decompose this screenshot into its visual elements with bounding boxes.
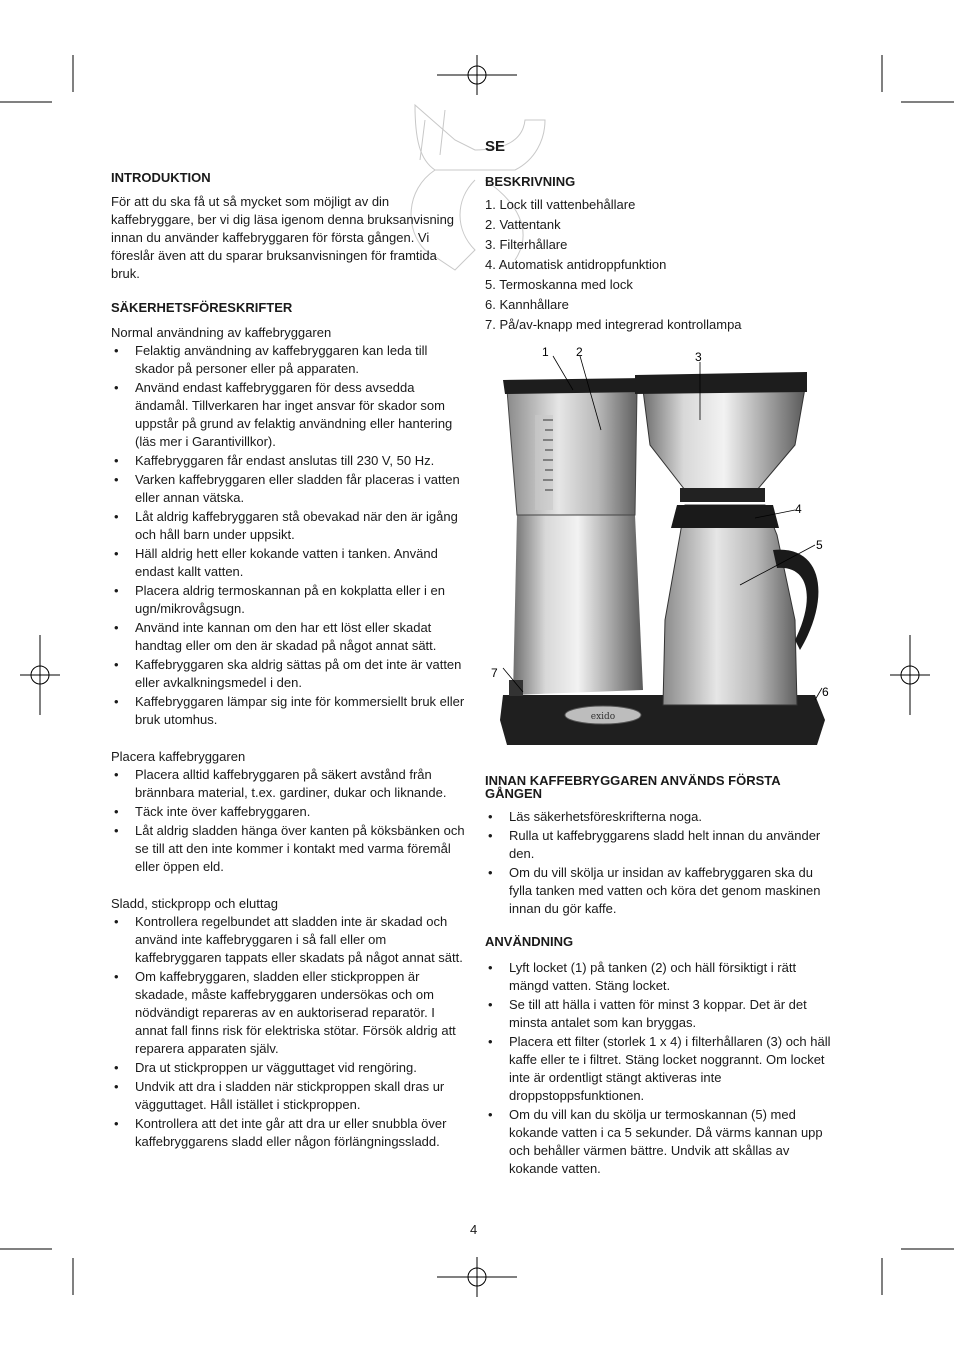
list-item: • Lyft locket (1) på tanken (2) och häll försiktigt i rätt mängd vatten. Stäng locket.	[485, 959, 837, 995]
list-item: • Kontrollera regelbundet att sladden inte är skadad och använd inte kaffebryggaren i så fall eller om kaffebryggaren tappats eller skadats på något annat sätt.	[111, 913, 469, 967]
list-item: 1. Lock till vattenbehållare	[485, 197, 636, 212]
list-item: 4. Automatisk antidroppfunktion	[485, 257, 667, 272]
placement-subheading: Placera kaffebryggaren	[111, 749, 246, 764]
coffee-maker-illustration	[491, 345, 835, 760]
safety-heading: SÄKERHETSFÖRESKRIFTER	[111, 300, 293, 315]
list-item: • Kaffebryggaren får endast anslutas till 230 V, 50 Hz.	[111, 452, 469, 470]
list-item: 2. Vattentank	[485, 217, 561, 232]
first-use-heading: INNAN KAFFEBRYGGAREN ANVÄNDS FÖRSTA GÅNGEN	[485, 773, 781, 801]
callout-4: 4	[795, 502, 802, 516]
list-item: • Varken kaffebryggaren eller sladden får placeras i vatten eller annan vätska.	[111, 471, 469, 507]
list-item: • Täck inte över kaffebryggaren.	[111, 803, 469, 821]
filter-lid	[635, 372, 807, 394]
callout-5: 5	[816, 538, 823, 552]
callout-7: 7	[491, 666, 498, 680]
list-item: • Placera aldrig termoskannan på en kokplatta eller i en ugn/mikrovågsugn.	[111, 582, 469, 618]
callout-6: 6	[822, 685, 829, 699]
intro-text: För att du ska få ut så mycket som möjligt av din kaffebryggare, ber vi dig läsa igenom denna bruksanvisning innan du använder kaffebryggaren för första gången. Vi föreslår även att du sparar bruksanvisningen för framtida bruk.	[111, 194, 455, 281]
left-column	[111, 170, 469, 1152]
list-item: • Undvik att dra i sladden när stickproppen skall dras ur vägguttaget. Håll istället i stickproppen.	[111, 1078, 469, 1114]
water-tank	[507, 390, 637, 515]
water-lid	[503, 378, 647, 394]
usage-list	[485, 959, 837, 1178]
parts-list	[485, 196, 837, 334]
list-item: • Använd endast kaffebryggaren för dess avsedda ändamål. Tillverkaren har inget ansvar för skador som uppstår på grund av felaktig användning eller hantering (läs mer i Garantivillkor).	[111, 379, 469, 451]
drip-stop	[680, 488, 765, 502]
list-item: • Om du vill skölja ur insidan av kaffebryggaren ska du fylla tanken med vatten och köra det genom maskinen innan du gör kaffe.	[485, 864, 837, 918]
list-item: • Kontrollera att det inte går att dra ur eller snubbla över kaffebryggarens sladd eller någon förlängningssladd.	[111, 1115, 469, 1151]
list-item: • Kaffebryggaren lämpar sig inte för kommersiellt bruk eller bruk utomhus.	[111, 693, 469, 729]
list-item: • Läs säkerhetsföreskrifterna noga.	[485, 808, 837, 826]
list-item: 7. På/av-knapp med integrerad kontrollampa	[485, 317, 742, 332]
cord-list	[111, 913, 469, 1151]
placement-list	[111, 766, 469, 876]
list-item: • Använd inte kannan om den har ett löst eller skadat handtag eller om den är skadad på något annat sätt.	[111, 619, 469, 655]
list-item: • Placera alltid kaffebryggaren på säkert avstånd från brännbara material, t.ex. gardiner, dukar och liknande.	[111, 766, 469, 802]
list-item: • Kaffebryggaren ska aldrig sättas på om det inte är vatten eller avkalkningsmedel i den.	[111, 656, 469, 692]
intro-heading: INTRODUKTION	[111, 170, 211, 185]
list-item: • Rulla ut kaffebryggarens sladd helt innan du använder den.	[485, 827, 837, 863]
right-column	[485, 138, 837, 1179]
list-item: • Häll aldrig hett eller kokande vatten i tanken. Använd endast kallt vatten.	[111, 545, 469, 581]
normal-use-subheading: Normal användning av kaffebryggaren	[111, 325, 332, 340]
callout-2: 2	[576, 345, 583, 359]
description-heading: BESKRIVNING	[485, 174, 576, 189]
list-item: • Om du vill kan du skölja ur termoskannan (5) med kokande vatten i ca 5 sekunder. Då värms kannan upp och behåller värmen bättre. Undvik att skållas av kokande vatten.	[485, 1106, 837, 1178]
list-item: 3. Filterhållare	[485, 237, 568, 252]
list-item: • Om kaffebryggaren, sladden eller stickproppen är skadade, måste kaffebryggaren undersökas och om nödvändigt repareras av en auktoriserad reparatör. I annat fall finns risk för elektriska stötar. Försök aldrig att reparera apparaten själv.	[111, 968, 469, 1058]
tank-column	[513, 515, 643, 695]
list-item: • Se till att hälla i vatten för minst 3 koppar. Det är det minsta antalet som kan bryggas.	[485, 996, 837, 1032]
usage-heading: ANVÄNDNING	[485, 934, 574, 949]
list-item: • Låt aldrig sladden hänga över kanten på köksbänken och se till att den inte kommer i kontakt med varma föremål eller öppen eld.	[111, 822, 469, 876]
page-number: 4	[470, 1222, 478, 1237]
filter-holder	[643, 388, 805, 490]
list-item: 6. Kannhållare	[485, 297, 569, 312]
list-item: • Dra ut stickproppen ur vägguttaget vid rengöring.	[111, 1059, 469, 1077]
list-item: • Felaktig användning av kaffebryggaren kan leda till skador på personer eller på apparaten.	[111, 342, 469, 378]
thermos-carafe	[663, 505, 797, 705]
list-item: • Låt aldrig kaffebryggaren stå obevakad när den är igång och håll barn under uppsikt.	[111, 508, 469, 544]
first-use-list	[485, 808, 837, 918]
list-item: • Placera ett filter (storlek 1 x 4) i filterhållaren (3) och häll kaffe eller te i filtret. Stäng locket noggrannt. Om locket inte är ordentligt stängt aktiveras inte droppstoppsfunktionen.	[485, 1033, 837, 1105]
brand-label: exido	[590, 712, 616, 722]
callout-3: 3	[695, 350, 702, 364]
list-item: 5. Termoskanna med lock	[485, 277, 633, 292]
language-tag: SE	[485, 138, 506, 155]
cord-subheading: Sladd, stickpropp och eluttag	[111, 896, 278, 911]
callout-1: 1	[542, 345, 549, 359]
normal-use-list	[111, 342, 469, 729]
coffee-maker-figure	[491, 345, 829, 760]
